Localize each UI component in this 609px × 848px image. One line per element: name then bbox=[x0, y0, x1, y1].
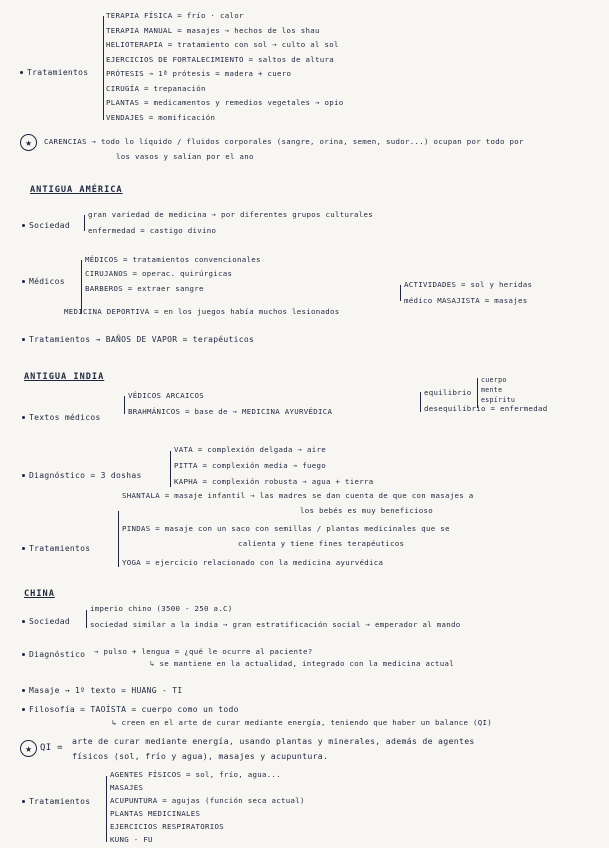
sociedad-item: sociedad similar a la india → gran estratificación social → emperador al mando bbox=[90, 620, 461, 629]
diagnostico-line: → pulso + lengua = ¿qué le ocurre al paciente? bbox=[94, 647, 313, 656]
tratamientos-line: Tratamientos → BAÑOS DE VAPOR = terapéuticos bbox=[22, 336, 254, 344]
deportiva-branch: ACTIVIDADES = sol y heridas bbox=[404, 280, 533, 289]
tratamiento-item: CIRUGÍA = trepanación bbox=[106, 84, 206, 93]
sociedad-label: Sociedad bbox=[22, 222, 70, 230]
tratamiento-item: HELIOTERAPIA = tratamiento con sol → culto al sol bbox=[106, 40, 339, 49]
tratamiento-item: ACUPUNTURA = agujas (función seca actual) bbox=[110, 796, 305, 805]
star-icon: ★ bbox=[20, 740, 37, 757]
carencias-line-2: los vasos y salían por el ano bbox=[116, 152, 254, 161]
carencias-line: CARENCIAS → todo lo líquido / fluidos corporales (sangre, orina, semen, sudor...) ocupan por todo por bbox=[44, 137, 524, 146]
tratamiento-item: AGENTES FÍSICOS = sol, frío, agua... bbox=[110, 770, 281, 779]
textos-label: Textos médicos bbox=[22, 414, 101, 422]
yoga: YOGA = ejercicio relacionado con la medicina ayurvédica bbox=[122, 558, 384, 567]
shantala-2: los bebés es muy beneficioso bbox=[300, 506, 433, 515]
qi-label: QI = bbox=[40, 743, 63, 753]
dosha: PITTA = complexión media → fuego bbox=[174, 461, 326, 470]
dosha: VATA = complexión delgada → aire bbox=[174, 445, 326, 454]
pindas-2: calienta y tiene fines terapéuticos bbox=[238, 539, 405, 548]
tratamiento-item: KUNG - FU bbox=[110, 835, 153, 844]
equilibrio-item: espíritu bbox=[481, 396, 516, 404]
medicos-item: CIRUJANOS = operac. quirúrgicas bbox=[85, 269, 233, 278]
tratamiento-item: TERAPIA MANUAL = masajes → hechos de los shau bbox=[106, 26, 320, 35]
sociedad-item: gran variedad de medicina → por diferentes grupos culturales bbox=[88, 210, 373, 219]
medicos-label: Médicos bbox=[22, 278, 65, 286]
diagnostico-label: Diagnóstico bbox=[22, 651, 85, 659]
brahmanicos: BRAHMÁNICOS = base de → MEDICINA AYURVÉDICA bbox=[128, 407, 333, 416]
masaje-line: Masaje → 1º texto = HUANG - TI bbox=[22, 687, 183, 695]
qi-line: arte de curar mediante energía, usando plantas y minerales, además de agentes bbox=[72, 736, 475, 746]
tratamientos-label: Tratamientos bbox=[20, 69, 88, 77]
tratamiento-item: PLANTAS MEDICINALES bbox=[110, 809, 201, 818]
filosofia-line-2: ↳ creen en el arte de curar mediante energía, teniendo que haber un balance (QI) bbox=[112, 718, 492, 727]
dosha: KAPHA = complexión robusta → agua + tierra bbox=[174, 477, 374, 486]
section-heading: ANTIGUA AMÉRICA bbox=[30, 185, 123, 195]
tratamiento-item: EJERCICIOS RESPIRATORIOS bbox=[110, 822, 224, 831]
tratamiento-item: VENDAJES = momificación bbox=[106, 113, 216, 122]
tratamiento-item: EJERCICIOS DE FORTALECIMIENTO = saltos de altura bbox=[106, 55, 334, 64]
star-icon: ★ bbox=[20, 134, 37, 151]
medicos-item: BARBEROS = extraer sangre bbox=[85, 284, 204, 293]
equilibrio-item: cuerpo bbox=[481, 376, 507, 384]
equilibrio-item: mente bbox=[481, 386, 503, 394]
section-heading: ANTIGUA INDIA bbox=[24, 372, 105, 382]
diagnostico-line-2: ↳ se mantiene en la actualidad, integrado con la medicina actual bbox=[150, 659, 454, 668]
sociedad-label: Sociedad bbox=[22, 618, 70, 626]
tratamiento-item: PRÓTESIS → 1ª prótesis = madera + cuero bbox=[106, 69, 292, 78]
medicos-item: MÉDICOS = tratamientos convencionales bbox=[85, 255, 261, 264]
tratamientos-label: Tratamientos bbox=[22, 798, 90, 806]
tratamiento-item: MASAJES bbox=[110, 783, 144, 792]
vedicos: VÉDICOS ARCAICOS bbox=[128, 391, 204, 400]
pindas: PINDAS = masaje con un saco con semillas / plantas medicinales que se bbox=[122, 524, 450, 533]
qi-line-2: físicos (sol, frío y agua), masajes y acupuntura. bbox=[72, 751, 329, 761]
sociedad-item: enfermedad = castigo divino bbox=[88, 226, 217, 235]
section-heading: CHINA bbox=[24, 589, 55, 599]
shantala: SHANTALA = masaje infantil → las madres se dan cuenta de que con masajes a bbox=[122, 491, 474, 500]
desequilibrio: desequilibrio = enfermedad bbox=[424, 404, 548, 413]
deportiva-branch: médico MASAJISTA = masajes bbox=[404, 296, 528, 305]
tratamiento-item: PLANTAS = medicamentos y remedios vegetales → opio bbox=[106, 98, 344, 107]
diagnostico-label: Diagnóstico = 3 doshas bbox=[22, 472, 142, 480]
medicina-deportiva: MEDICINA DEPORTIVA = en los juegos había muchos lesionados bbox=[64, 307, 340, 316]
sociedad-item: imperio chino (3500 - 250 a.C) bbox=[90, 604, 233, 613]
tratamiento-item: TERAPIA FÍSICA = frío · calor bbox=[106, 11, 244, 20]
equilibrio: equilibrio bbox=[424, 388, 472, 397]
filosofia-line: Filosofía = TAOÍSTA = cuerpo como un todo bbox=[22, 706, 239, 714]
tratamientos-label: Tratamientos bbox=[22, 545, 90, 553]
